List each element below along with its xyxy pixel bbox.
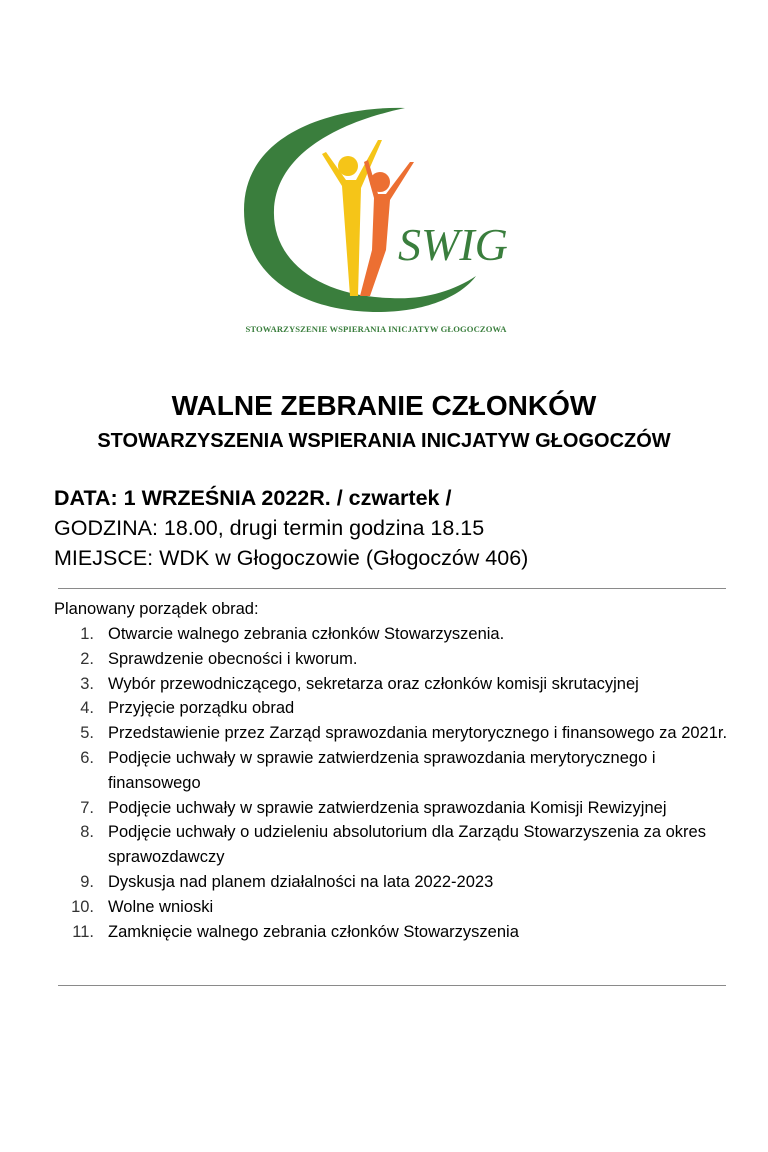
agenda-item-number: 3.: [80, 674, 94, 693]
page-title: WALNE ZEBRANIE CZŁONKÓW: [171, 390, 597, 421]
divider-bottom: [58, 985, 726, 986]
agenda-item: [54, 696, 744, 721]
agenda-item-number: 8.: [80, 823, 94, 842]
agenda-item-text: Wolne wnioski: [108, 897, 214, 916]
swig-logo: [200, 100, 552, 348]
agenda-item-text: Podjęcie uchwały o udzieleniu absolutorium dla Zarządu Stowarzyszenia za okres sprawozdawczy: [108, 823, 706, 867]
agenda-item: [54, 721, 744, 746]
agenda-item-text: Podjęcie uchwały w sprawie zatwierdzenia sprawozdania merytorycznego i finansowego: [108, 748, 656, 792]
agenda-item: [54, 870, 744, 895]
agenda-item-number: 10.: [71, 897, 94, 916]
meeting-place: MIEJSCE: WDK w Głogoczowie (Głogoczów 406): [54, 546, 529, 570]
agenda-item-text: Dyskusja nad planem działalności na lata 2022-2023: [108, 872, 494, 891]
agenda-item-number: 2.: [80, 649, 94, 668]
agenda-item: [54, 746, 744, 796]
agenda-item-text: Przyjęcie porządku obrad: [108, 699, 295, 718]
agenda-item-text: Przedstawienie przez Zarząd sprawozdania merytorycznego i finansowego za 2021r.: [108, 724, 728, 743]
agenda-list: [54, 622, 744, 944]
agenda-item: [54, 796, 744, 821]
agenda-item-number: 4.: [80, 699, 94, 718]
logo-caption: STOWARZYSZENIE WSPIERANIA INICJATYW GŁOGOCZOWA: [245, 324, 507, 334]
meeting-time: GODZINA: 18.00, drugi termin godzina 18.15: [54, 516, 485, 540]
agenda-item-number: 6.: [80, 748, 94, 767]
agenda-item-text: Wybór przewodniczącego, sekretarza oraz członków komisji skrutacyjnej: [108, 674, 639, 693]
agenda-item-text: Podjęcie uchwały w sprawie zatwierdzenia sprawozdania Komisji Rewizyjnej: [108, 798, 667, 817]
agenda-item-number: 5.: [80, 724, 94, 743]
divider-top: [58, 588, 726, 589]
agenda-item: [54, 895, 744, 920]
page-subtitle: STOWARZYSZENIA WSPIERANIA INICJATYW GŁOGOCZÓW: [97, 430, 671, 452]
agenda-item: [54, 647, 744, 672]
agenda-item-number: 7.: [80, 798, 94, 817]
agenda-item-number: 11.: [72, 922, 94, 941]
agenda-item-text: Sprawdzenie obecności i kworum.: [108, 649, 358, 668]
agenda-item: [54, 622, 744, 647]
agenda-item: [54, 820, 744, 870]
agenda-item: [54, 672, 744, 697]
agenda-item-number: 1.: [80, 625, 94, 643]
agenda-heading: Planowany porządek obrad:: [54, 600, 259, 618]
logo-text: SWIG: [398, 219, 508, 270]
meeting-date: DATA: 1 WRZEŚNIA 2022R. / czwartek /: [54, 486, 452, 510]
agenda-item: [54, 920, 744, 945]
agenda-item-text: Otwarcie walnego zebrania członków Stowarzyszenia.: [108, 625, 505, 643]
agenda-item-number: 9.: [80, 872, 94, 891]
agenda-item-text: Zamknięcie walnego zebrania członków Stowarzyszenia: [108, 922, 519, 941]
